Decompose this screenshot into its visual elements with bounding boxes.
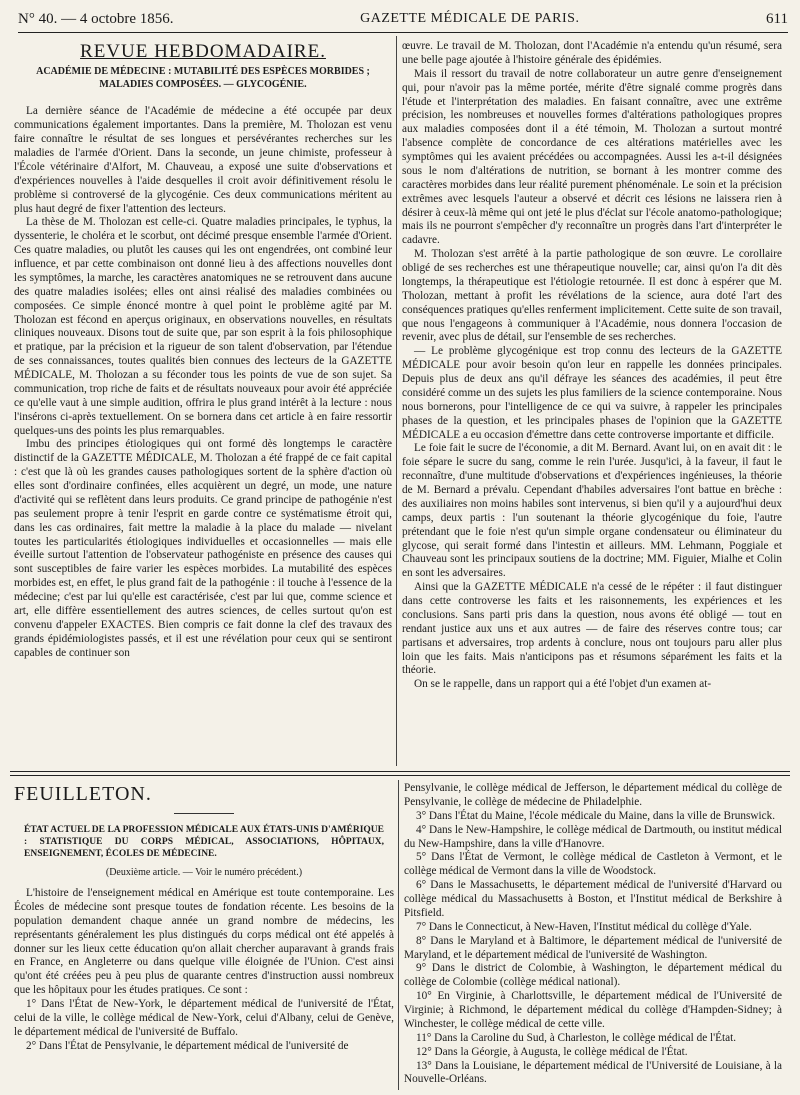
list-item: 6° Dans le Massachusetts, le département médical de l'université d'Harvard ou collège médical du Massachusetts à Boston, et l'Institut médical de Berkshire à Pitsfield. xyxy=(404,879,782,919)
revue-subtitle: ACADÉMIE DE MÉDECINE : MUTABILITÉ DES ESPÈCES MORBIDES ; MALADIES COMPOSÉES. — GLYCOGÉNIE. xyxy=(36,66,370,91)
revue-right-column xyxy=(402,40,782,770)
column-divider xyxy=(396,36,397,766)
list-item: 11° Dans la Caroline du Sud, à Charleston, le collège médical de l'État. xyxy=(416,1031,737,1044)
feuilleton-separator xyxy=(10,771,790,776)
feuilleton-intro: L'histoire de l'enseignement médical en Amérique est toute contemporaine. Les Écoles de médecine sont presque toutes de fondation récente. Les besoins de la population demandent chaque année un grand nombre de médecins, les représentants généralement les plus distingués du corps médical ont été appelés à donner sur les lieux cette éducation qu'on allait chercher auparavant à grands frais en France, en Angleterre ou dans quelque ville éloignée de l'Union. C'est ainsi qu'ont été créées peu à peu plus de quarante centres d'instruction aussi nombreux que les hôpitaux pour les études pratiques. Ce sont : xyxy=(14,887,394,997)
feuilleton-right-column xyxy=(404,782,782,1092)
issue-number: N° 40. — 4 octobre 1856. xyxy=(18,10,174,27)
revue-title: REVUE HEBDOMADAIRE. xyxy=(80,41,326,62)
column-divider xyxy=(398,780,399,1090)
list-item: 13° Dans la Louisiane, le département médical de l'Université de Louisiane, à la Nouvelle-Orléans. xyxy=(404,1059,782,1086)
list-item: Pensylvanie, le collège médical de Jefferson, le département médical du collège de Pensylvanie, le collège de médecine de Philadelphie. xyxy=(404,782,782,808)
list-item: 2° Dans l'État de Pensylvanie, le département médical de l'université de xyxy=(26,1039,349,1052)
feuilleton-title: FEUILLETON. xyxy=(14,783,152,805)
revue-left-column xyxy=(14,40,392,770)
revue-paragraph: Mais il ressort du travail de notre collaborateur un autre genre d'enseignement qui, pour n'avoir pas la même portée, mérite d'être signalé comme progrès dans l'étude et l'interprétation des maladies. En faisant connaître, avec une extrême précision, les nombreuses et nouvelles formes d'altérations pathologiques propres aux maladies composées dont il a été témoin, M. Tholozan a surtout montré l'absence complète de concordance de ces altérations matérielles avec les symptômes qui les avaient précédées ou accompagnées. Aussi les a-t-il désignées sous le nom d'altérations de nutrition, se bornant à les montrer comme des caractères morbides dans leur réalité purement phénoménale. Le soin et la précision extrêmes avec lesquels l'auteur a observé et décrit ces lésions ne laissera rien à désirer à ceux-là même qui ont jeté le plus d'éclat sur l'école anatomo-pathologique; mais ils ne pourront s'empêcher d'y reconnaître un progrès dans l'art d'interpréter le cadavre. xyxy=(402,67,782,247)
feuilleton-left-column xyxy=(14,782,394,1092)
list-item: 9° Dans le district de Colombie, à Washington, le département médical du collège de Colombie (collège médical national). xyxy=(404,962,782,989)
revue-paragraph: La dernière séance de l'Académie de médecine a été occupée par deux communications également importantes. Dans la première, M. Tholozan est venu faire connaître le résultat de ses longues et persévérantes recherches sur les maladies de l'armée d'Orient. Dans la seconde, un jeune chimiste, professeur à l'École vétérinaire d'Alfort, M. Chauveau, a exposé une suite d'observations et d'expériences nouvelles à l'aide desquelles il croit avoir définitivement résolu le problème si controversé de la glycogénie. Ces deux communications méritent au plus haut degré de fixer l'attention des lecteurs. xyxy=(14,105,392,215)
page-number: 611 xyxy=(766,10,788,27)
list-item: 4° Dans le New-Hampshire, le collège médical de Dartmouth, ou institut médical du New-Hampshire, dans la ville d'Hanovre. xyxy=(404,823,782,850)
list-item: 5° Dans l'État de Vermont, le collège médical de Castleton à Vermont, et le collège médical de Vermont dans la ville de Woodstock. xyxy=(404,851,782,878)
revue-paragraph: Imbu des principes étiologiques qui ont formé dès longtemps le caractère distinctif de la GAZETTE MÉDICALE, M. Tholozan a été frappé de ce fait capital : c'est que là où les grandes causes pathologiques sortent de la sphère d'action où elles sont d'ordinaire confinées, elles acquièrent un degré, un mode, une nature d'activité qui se reflètent dans leurs produits. Ce grand principe de pathogénie n'est pas seulement propre à tenir l'esprit en garde contre ce systématisme étroit qui, dans les cas ordinaires, fait mettre la maladie à la place du malade — nivelant toutes les particularités étiologiques individuelles et occasionnelles — mais elle éveille surtout l'attention de l'observateur pathogéniste en présence des causes qui sont susceptibles de faire varier les espèces morbides. La mutabilité des espèces morbides est, en effet, le plus grand fait de la pathogénie : il touche à l'essence de la médecine; c'est par lui qu'elle est caractérisée, c'est par lui que, comme science et art, elle diffère essentiellement des autres sciences, de celles surtout qu'on est convenu d'appeler EXACTES. Bien compris ce fait donne la clef des travaux des grands épidémiologistes passés, et il est une révélation pour ceux qui se sentiront capables de continuer son xyxy=(14,438,392,659)
list-item: 8° Dans le Maryland et à Baltimore, le département médical de l'université de Maryland, et le département médical de l'université de Washington. xyxy=(404,934,782,961)
journal-title: GAZETTE MÉDICALE DE PARIS. xyxy=(360,11,580,26)
revue-paragraph: — Le problème glycogénique est trop connu des lecteurs de la GAZETTE MÉDICALE pour avoir besoin qu'on leur en rappelle les données principales. Depuis plus de deux ans qu'il défraye les séances des académies, il peut être considéré comme un des sujets les plus familiers de la science contemporaine. Nous nous bornerons, pour l'intelligence de ce qui va suivre, à rappeler les principales phases de la question, et les principales phases de l'opinion que la GAZETTE MÉDICALE a eu occasion d'émettre dans cette controverse importante et difficile. xyxy=(402,345,782,441)
feuilleton-note: (Deuxième article. — Voir le numéro précédent.) xyxy=(105,866,303,878)
title-rule xyxy=(174,813,234,814)
feuilleton-subtitle: ÉTAT ACTUEL DE LA PROFESSION MÉDICALE AUX ÉTATS-UNIS D'AMÉRIQUE : STATISTIQUE DU CORPS MÉDICAL, ASSOCIATIONS, HÔPITAUX, ENSEIGNEMENT, ÉCOLES DE MÉDECINE. xyxy=(24,824,384,860)
revue-paragraph: Le foie fait le sucre de l'économie, a dit M. Bernard. Avant lui, on en avait dit : le foie sépare le sucre du sang, comme le rein l'urée. Jusqu'ici, à la faveur, il faut le reconnaître, d'une multitude d'observations et d'expériences ingénieuses, la théorie de M. Bernard a prévalu. Cependant d'habiles adversaires l'ont battue en brèche : des auxiliaires non moins habiles sont intervenus, si bien qu'il y a aujourd'hui deux camps, deux partis : l'un soutenant la théorie glycogénique du foie, l'autre prétendant que le foie n'est qu'un simple organe condensateur ou éliminateur du glycose, qui serait formé dans l'intestin et ailleurs. MM. Lehmann, Poggiale et Chauveau sont les principaux soutiens de la doctrine; MM. Figuier, Mialhe et Colin en sont les adversaires. xyxy=(402,442,782,580)
list-item: 10° En Virginie, à Charlottsville, le département médical de l'Université de Virginie; à Richmond, le département médical du collège d'Hampden-Sidney; à Winchester, le collège médical de cette ville. xyxy=(404,990,782,1030)
revue-paragraph: On se le rappelle, dans un rapport qui a été l'objet d'un examen at- xyxy=(414,678,712,691)
page-header xyxy=(18,6,788,33)
list-item: 1° Dans l'État de New-York, le département médical de l'université de l'État, celui de la ville, le collège médical de New-York, celui d'Albany, celui de Genève, le département médical de l'université de Buffalo. xyxy=(14,998,394,1038)
revue-paragraph: La thèse de M. Tholozan est celle-ci. Quatre maladies principales, le typhus, la dyssenterie, le choléra et le scorbut, ont décimé presque ensemble l'armée d'Orient. Ces quatre maladies, ou plutôt les causes qui les ont engendrées, ont combiné leur influence, et par cette combinaison ont donné lieu à des affections nouvelles dont les symptômes, la marche, les caractères anatomiques ne se retrouvent dans aucune des quatre maladies isolées; elles ont ainsi réalisé des maladies combinées ou composées. Ce simple énoncé montre à quel point le problème agité par M. Tholozan est fécond en aperçus originaux, en observations nouvelles, en résultats cliniques nouveaux. Disons tout de suite que, par son esprit à la fois philosophique et pratique, par la précision et la rigueur de son talent d'observation, par l'étendue de ses connaissances, toutes qualités bien connues des lecteurs de la GAZETTE MÉDICALE, M. Tholozan a su féconder tous les points de vue de son sujet. Sa communication, trop riche de faits et de résultats nouveaux pour avoir été appréciée ce qu'elle vaut à une simple audition, offrira le plus grand intérêt à la lecture : nous l'insérons ci-après textuellement. On se bornera dans cet article à en faire ressortir quelques-uns des points les plus remarquables. xyxy=(14,216,392,437)
revue-paragraph: M. Tholozan s'est arrêté à la partie pathologique de son œuvre. Le corollaire obligé de ses recherches est une thérapeutique nouvelle; car, ainsi qu'on l'a dit dès longtemps, la thérapeutique est l'étiologie retournée. Il est donc à espérer que M. Tholozan, mettant à profit les révélations de la science, aura doté l'art des conséquences pratiques qu'elles renferment implicitement. Cette suite de son travail, que nous l'engageons à communiquer à l'Académie, nous donnera l'occasion de revenir, avec plus de détail, sur l'ensemble de ses recherches. xyxy=(402,248,782,344)
list-item: 7° Dans le Connecticut, à New-Haven, l'Institut médical du collège d'Yale. xyxy=(416,920,752,933)
revue-paragraph: œuvre. Le travail de M. Tholozan, dont l'Académie n'a entendu qu'un résumé, sera une belle page ajoutée à l'histoire générale des épidémies. xyxy=(402,40,782,66)
school-list xyxy=(14,998,394,1054)
revue-paragraph: Ainsi que la GAZETTE MÉDICALE n'a cessé de le répéter : il faut distinguer dans cette controverse les faits et les raisonnements, les expériences et les conclusions. Sans parti pris dans la question, nous avons été obligé — tout en rendant justice aux uns et aux autres — de faire des réserves contre tous; car partisans et adversaires, trop ardents à conclure, nous ont toujours paru aller plus loin que les faits. Mais n'anticipons pas et résumons séparément les faits et la théorie. xyxy=(402,581,782,677)
list-item: 12° Dans la Géorgie, à Augusta, le collège médical de l'État. xyxy=(416,1045,688,1058)
list-item: 3° Dans l'État du Maine, l'école médicale du Maine, dans la ville de Brunswick. xyxy=(416,809,776,822)
